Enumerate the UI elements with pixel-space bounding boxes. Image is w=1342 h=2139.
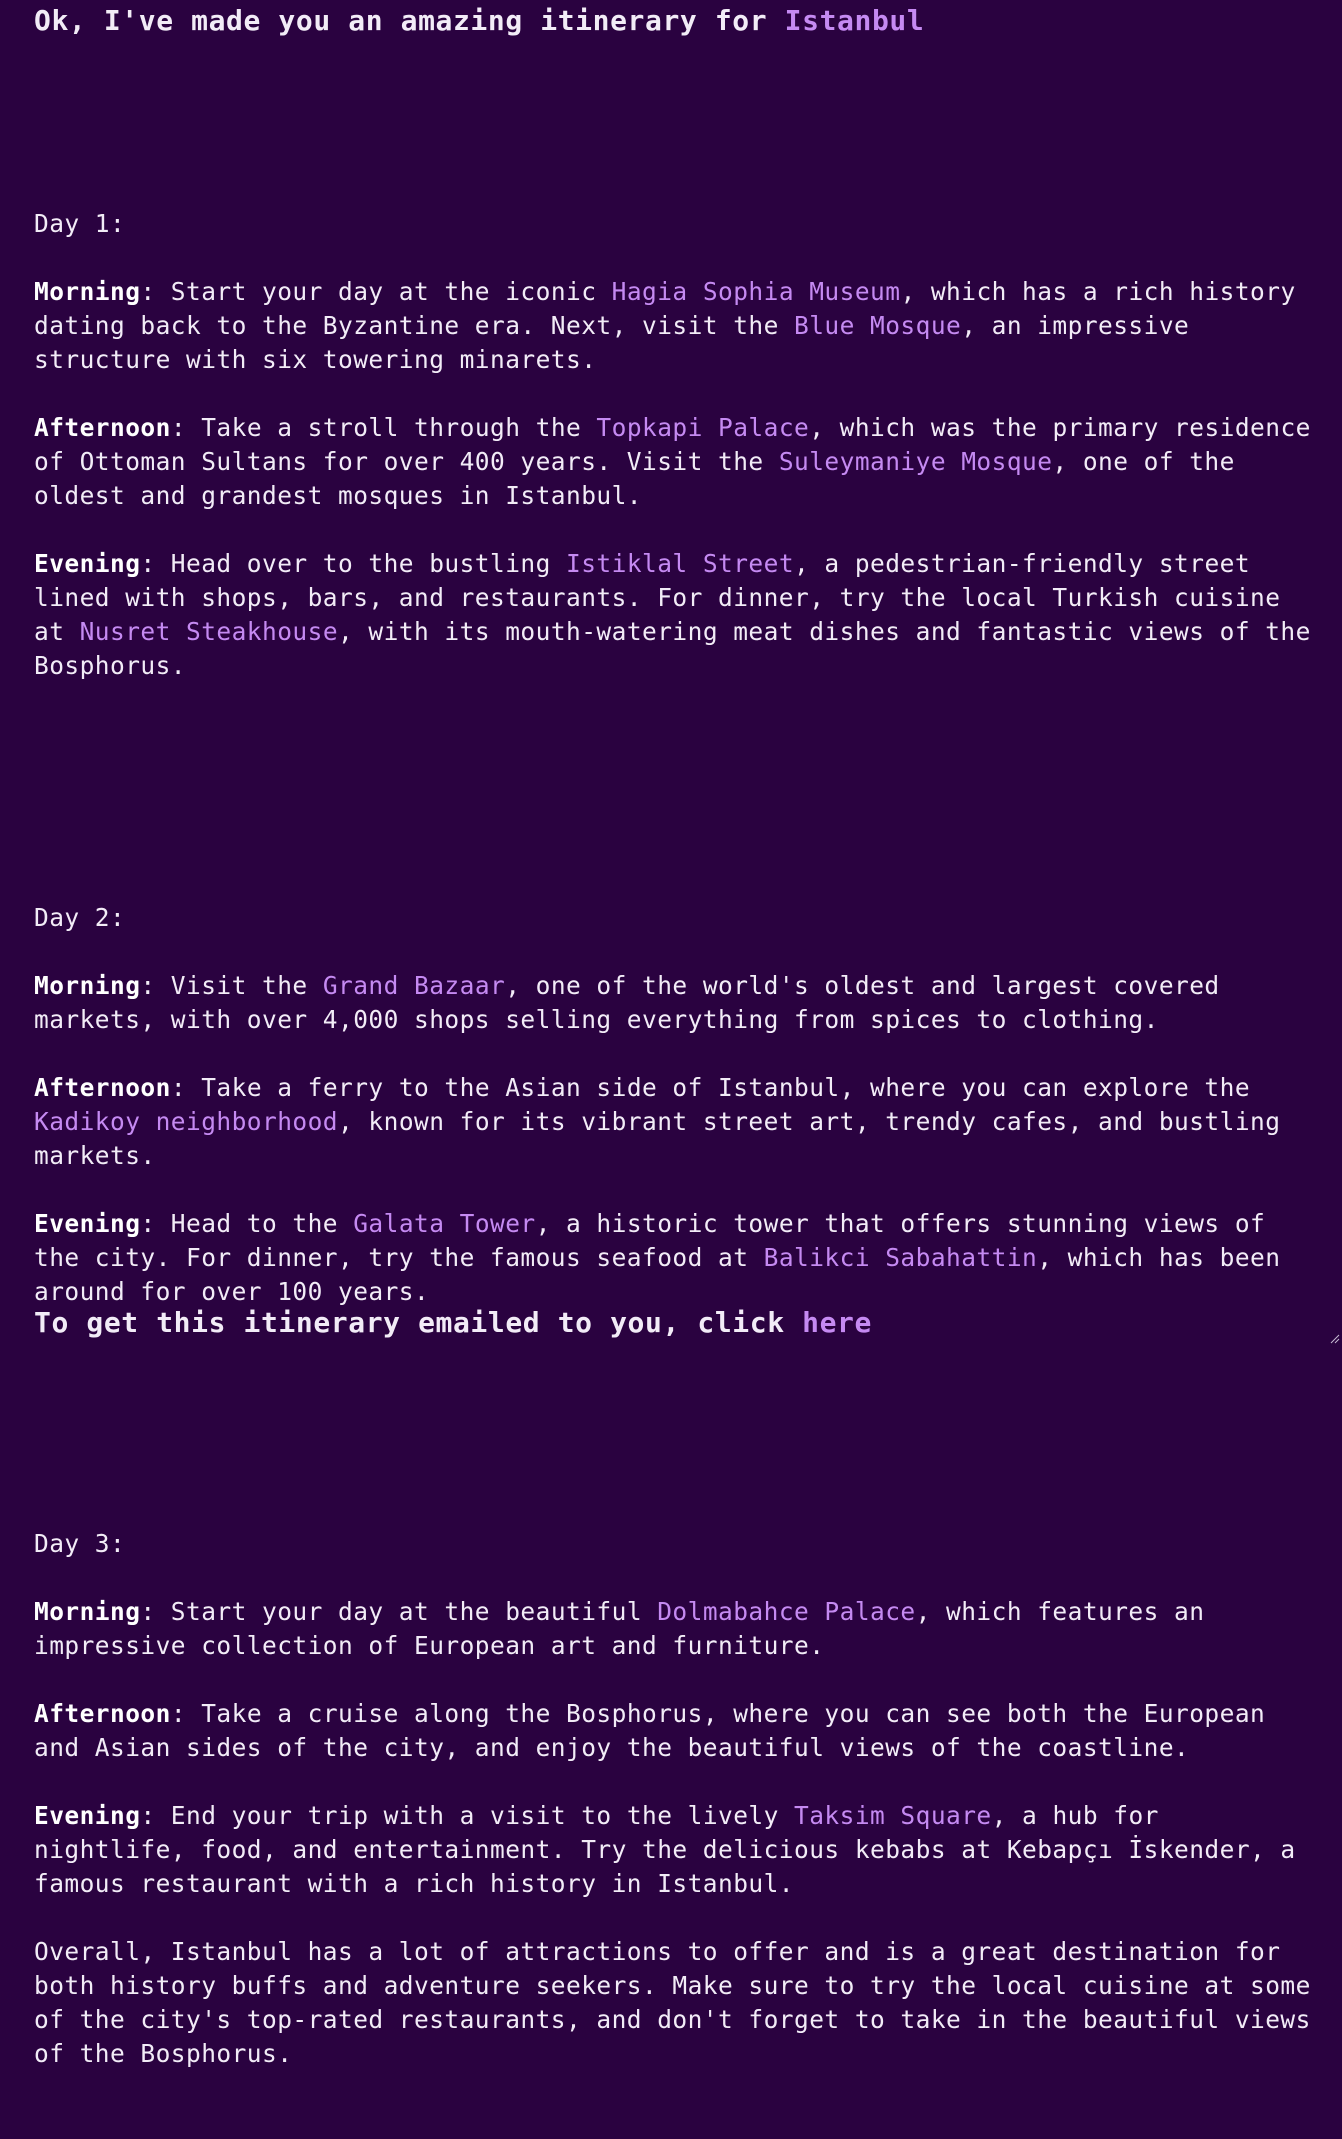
text: , an impressive structure with six towering minarets. [34, 311, 1190, 374]
evening-label: Evening [34, 1801, 141, 1830]
day-2-afternoon [34, 1071, 1324, 1173]
day-2-morning [34, 969, 1324, 1037]
day-1-morning [34, 275, 1324, 377]
text: : Start your day at the beautiful [140, 1597, 658, 1626]
text: : Head to the [140, 1209, 354, 1238]
email-link[interactable]: here [802, 1306, 872, 1339]
text: : Visit the [140, 971, 323, 1000]
morning-label: Morning [34, 1597, 141, 1626]
day-1 [34, 173, 1324, 717]
day-1-afternoon [34, 411, 1324, 513]
place-link-galata-tower[interactable]: Galata Tower [353, 1209, 536, 1238]
day-3 [34, 1493, 1324, 2105]
text: , a pedestrian-friendly street lined with shops, bars, and restaurants. For dinner, try the local Turkish cuisine at [34, 549, 1281, 646]
morning-label: Morning [34, 277, 141, 306]
place-link-nusret-steakhouse[interactable]: Nusret Steakhouse [79, 617, 339, 646]
afternoon-label: Afternoon [34, 1699, 171, 1728]
evening-label: Evening [34, 549, 141, 578]
text: , a historic tower that offers stunning views of the city. For dinner, try the famous seafood at [34, 1209, 1266, 1272]
place-link-blue-mosque[interactable]: Blue Mosque [794, 311, 962, 340]
afternoon-label: Afternoon [34, 413, 171, 442]
day-3-morning [34, 1595, 1324, 1663]
place-link-topkapi-palace[interactable]: Topkapi Palace [596, 413, 810, 442]
text: , one of the oldest and grandest mosques in Istanbul. [34, 447, 1235, 510]
text: , a hub for nightlife, food, and entertainment. Try the delicious kebabs at Kebapçı İskender, a famous restaurant with a rich history in Istanbul. [34, 1801, 1296, 1898]
text: , which has been around for over 100 years. [34, 1243, 1281, 1306]
title-intro: Ok, I've made you an amazing itinerary for [34, 4, 785, 37]
itinerary-body [34, 71, 1324, 2139]
text: : Take a ferry to the Asian side of Istanbul, where you can explore the [170, 1073, 1251, 1102]
resize-handle-icon[interactable] [1330, 1334, 1340, 1344]
text: : Take a stroll through the [170, 413, 597, 442]
text: , which features an impressive collection of European art and furniture. [34, 1597, 1205, 1660]
day-1-label: Day 1: [34, 209, 126, 238]
text: , one of the world's oldest and largest covered markets, with over 4,000 shops selling everything from spices to clothing. [34, 971, 1220, 1034]
place-link-grand-bazaar[interactable]: Grand Bazaar [322, 971, 506, 1000]
place-link-istiklal-street[interactable]: Istiklal Street [566, 549, 795, 578]
email-prompt-text: To get this itinerary emailed to you, click [34, 1306, 803, 1339]
place-link-taksim-square[interactable]: Taksim Square [794, 1801, 992, 1830]
day-3-evening [34, 1799, 1324, 1901]
day-3-label: Day 3: [34, 1529, 126, 1558]
text: , with its mouth-watering meat dishes and fantastic views of the Bosphorus. [34, 617, 1311, 680]
text: : End your trip with a visit to the lively [140, 1801, 795, 1830]
day-2-evening [34, 1207, 1324, 1309]
place-link-kadikoy[interactable]: Kadikoy neighborhood [34, 1107, 339, 1136]
evening-label: Evening [34, 1209, 141, 1238]
afternoon-label: Afternoon [34, 1073, 171, 1102]
text: : Take a cruise along the Bosphorus, where you can see both the European and Asian sides of the city, and enjoy the beautiful views of the coastline. [34, 1699, 1266, 1762]
email-prompt [34, 1301, 872, 1345]
text: , which has a rich history dating back to the Byzantine era. Next, visit the [34, 277, 1296, 340]
day-1-evening [34, 547, 1324, 683]
morning-label: Morning [34, 971, 141, 1000]
page-title [34, 1, 924, 41]
place-link-hagia-sophia[interactable]: Hagia Sophia Museum [611, 277, 901, 306]
text: , which was the primary residence of Ottoman Sultans for over 400 years. Visit the [34, 413, 1311, 476]
overall-summary: Overall, Istanbul has a lot of attractions to offer and is a great destination for both history buffs and adventure seekers. Make sure to try the local cuisine at some of the city's top-rated restaurants, and don't forget to take in the beautiful views of the Bosphorus. [34, 1937, 1311, 2068]
day-2-label: Day 2: [34, 903, 126, 932]
place-link-suleymaniye-mosque[interactable]: Suleymaniye Mosque [778, 447, 1053, 476]
text: , known for its vibrant street art, trendy cafes, and bustling markets. [34, 1107, 1281, 1170]
place-link-balikci-sabahattin[interactable]: Balikci Sabahattin [763, 1243, 1038, 1272]
day-2 [34, 867, 1324, 1343]
day-3-afternoon [34, 1697, 1324, 1765]
text: : Head over to the bustling [140, 549, 567, 578]
text: : Start your day at the iconic [140, 277, 612, 306]
title-city: Istanbul [784, 4, 925, 37]
place-link-dolmabahce-palace[interactable]: Dolmabahce Palace [657, 1597, 916, 1626]
